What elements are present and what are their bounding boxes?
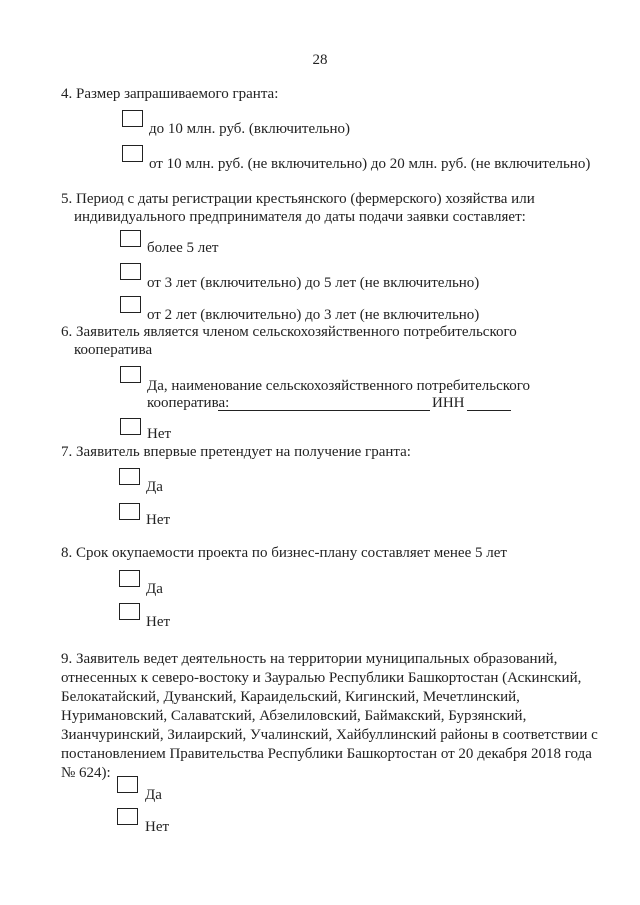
q7-no-checkbox[interactable]: [119, 503, 140, 520]
q5-option2-checkbox[interactable]: [120, 263, 141, 280]
q8-no-checkbox[interactable]: [119, 603, 140, 620]
q4-title: 4. Размер запрашиваемого гранта:: [61, 86, 279, 102]
q9-no-label: Нет: [145, 819, 170, 835]
q5-option3-checkbox[interactable]: [120, 296, 141, 313]
q5-option1-label: более 5 лет: [147, 240, 219, 256]
q4-option2-label: от 10 млн. руб. (не включительно) до 20 млн. руб. (не включительно): [149, 156, 591, 172]
q7-yes-checkbox[interactable]: [119, 468, 140, 485]
q7-yes-label: Да: [146, 479, 163, 495]
q9-text-line2: отнесенных к северо-востоку и Зауралью Республики Башкортостан (Аскинский,: [61, 670, 582, 686]
q6-title-line1: 6. Заявитель является членом сельскохозяйственного потребительского: [61, 324, 517, 340]
q5-option2-label: от 3 лет (включительно) до 5 лет (не включительно): [147, 275, 480, 291]
q4-option1-checkbox[interactable]: [122, 110, 143, 127]
q4-option2-checkbox[interactable]: [122, 145, 143, 162]
q6-cooperative-label: кооператива:: [147, 395, 230, 411]
q8-title: 8. Срок окупаемости проекта по бизнес-плану составляет менее 5 лет: [61, 545, 507, 561]
q4-option1-label: до 10 млн. руб. (включительно): [149, 121, 350, 137]
q9-yes-label: Да: [145, 787, 162, 803]
q6-no-label: Нет: [147, 426, 172, 442]
q5-title-line1: 5. Период с даты регистрации крестьянского (фермерского) хозяйства или: [61, 191, 535, 207]
q6-cooperative-name-field[interactable]: [218, 410, 430, 411]
q9-no-checkbox[interactable]: [117, 808, 138, 825]
page-number: 28: [312, 52, 328, 68]
q7-no-label: Нет: [146, 512, 171, 528]
q5-title-line2: индивидуального предпринимателя до даты подачи заявки составляет:: [74, 209, 526, 225]
q9-text-line7: № 624):: [61, 765, 111, 781]
q6-yes-checkbox[interactable]: [120, 366, 141, 383]
q9-text-line3: Белокатайский, Дуванский, Караидельский, Кигинский, Мечетлинский,: [61, 689, 520, 705]
q8-yes-checkbox[interactable]: [119, 570, 140, 587]
q9-yes-checkbox[interactable]: [117, 776, 138, 793]
q7-title: 7. Заявитель впервые претендует на получение гранта:: [61, 444, 411, 460]
q5-option1-checkbox[interactable]: [120, 230, 141, 247]
q6-inn-label: ИНН: [432, 395, 465, 411]
q6-yes-label: Да, наименование сельскохозяйственного потребительского: [147, 378, 531, 394]
q5-option3-label: от 2 лет (включительно) до 3 лет (не включительно): [147, 307, 480, 323]
q9-text-line6: постановлением Правительства Республики Башкортостан от 20 декабря 2018 года: [61, 746, 592, 762]
q6-no-checkbox[interactable]: [120, 418, 141, 435]
q8-yes-label: Да: [146, 581, 163, 597]
q9-text-line5: Зианчуринский, Зилаирский, Учалинский, Хайбуллинский районы в соответствии с: [61, 727, 598, 743]
q6-inn-field[interactable]: [467, 410, 511, 411]
q9-text-line4: Нуримановский, Салаватский, Абзелиловский, Баймакский, Бурзянский,: [61, 708, 527, 724]
q6-title-line2: кооператива: [74, 342, 153, 358]
q8-no-label: Нет: [146, 614, 171, 630]
q9-text-line1: 9. Заявитель ведет деятельность на территории муниципальных образований,: [61, 651, 558, 667]
